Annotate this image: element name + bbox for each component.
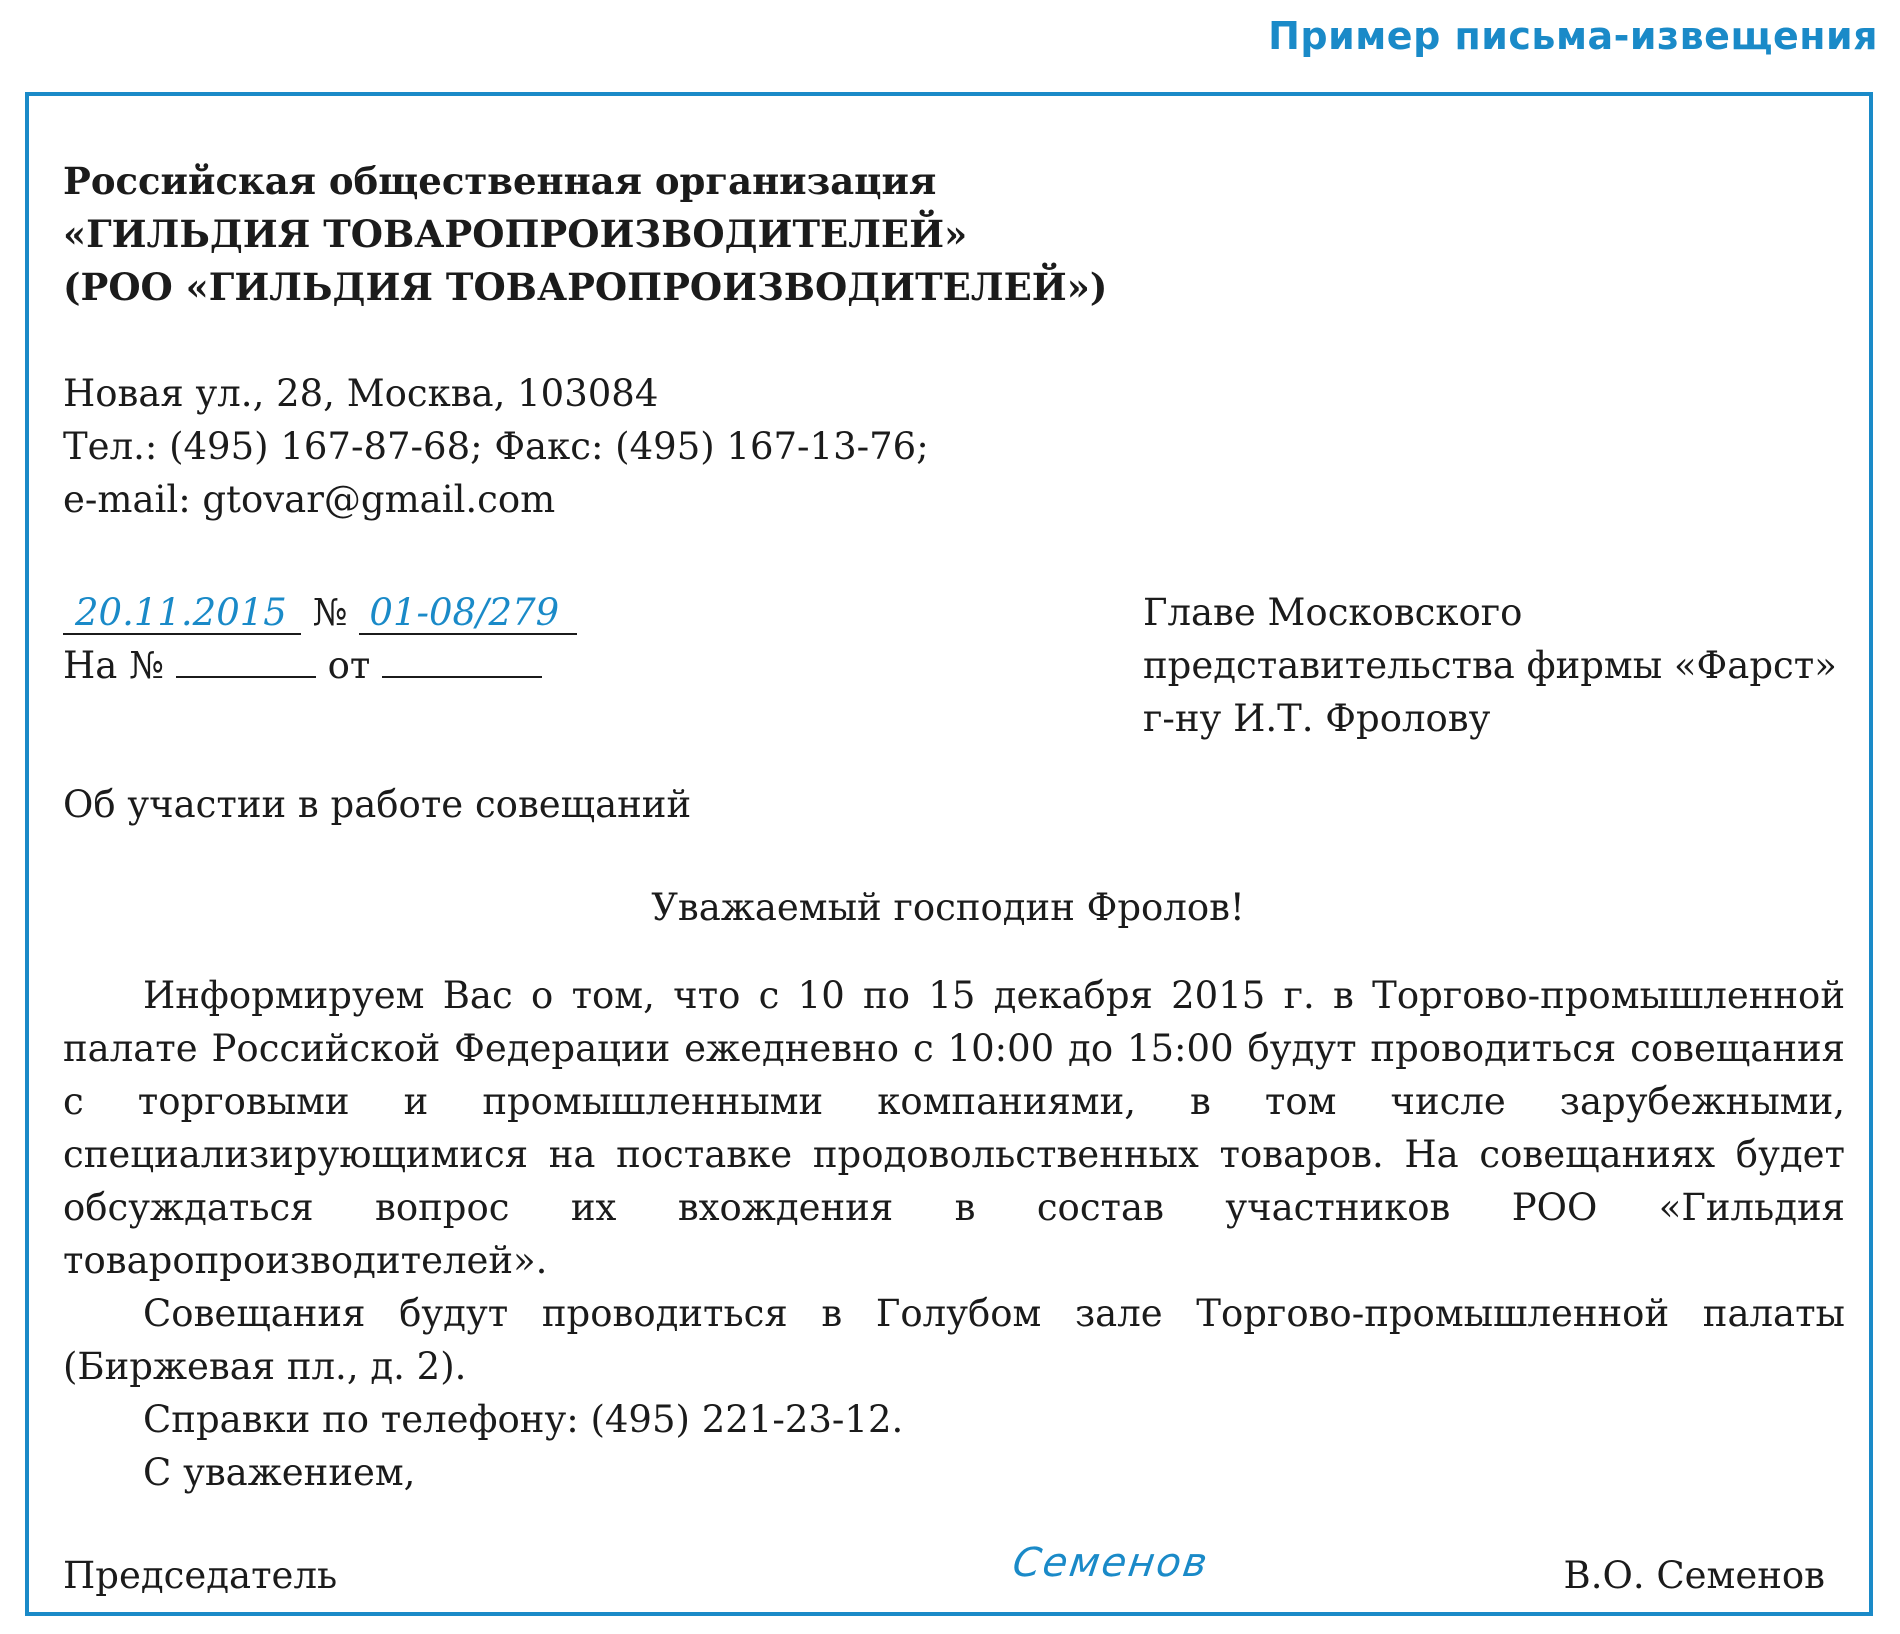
signer-name: В.О. Семенов (1563, 1554, 1825, 1597)
letter-date: 20.11.2015 (63, 593, 301, 635)
body-paragraph: Информируем Вас о том, что с 10 по 15 декабря 2015 г. в Торгово-промышленной палате Российской Федерации ежедневно с 10:00 до 15:00 будут проводиться совещания с торговыми и промышленными компаниями, в том числе зарубежными, специализирующимися на поставке продовольственных товаров. На совещаниях будет обсуждаться вопрос их вхождения в состав участников РОО «Гильдия товаропроизводителей». (63, 974, 1845, 1282)
signature-block (63, 1540, 1843, 1609)
greeting (63, 881, 1843, 934)
closing-phrase: С уважением, (143, 1451, 416, 1494)
registration-block (63, 586, 577, 692)
reply-reference-line (63, 639, 577, 692)
greeting-text: Уважаемый господин Фролов! (651, 886, 1245, 929)
phone-line: Тел.: (495) 167-87-68; Факс: (495) 167-13-76; (63, 425, 929, 468)
recipient-line: Главе Московского (1143, 591, 1523, 634)
handwritten-signature: Семенов (1009, 1540, 1212, 1586)
letter-number: 01-08/279 (359, 593, 577, 635)
reply-from: от (327, 644, 371, 687)
reply-number-blank (176, 640, 316, 678)
body-paragraph: Справки по телефону: (495) 221-23-12. (143, 1398, 904, 1441)
letter-subject: Об участии в работе совещаний (63, 783, 692, 826)
organization-address (63, 367, 1843, 526)
number-sign: № (312, 591, 348, 634)
email-line: e-mail: gtovar@gmail.com (63, 478, 556, 521)
org-name-line: (РОО «ГИЛЬДИЯ ТОВАРОПРОИЗВОДИТЕЛЕЙ») (63, 265, 1108, 309)
date-number-line (63, 586, 577, 639)
letter-content (63, 155, 1843, 1609)
reply-date-blank (382, 640, 542, 678)
letter-meta (63, 586, 1843, 746)
org-name-line: Российская общественная организация (63, 159, 937, 203)
body-paragraph: Совещания будут проводиться в Голубом зале Торгово-промышленной палаты (Биржевая пл., д. 2). (63, 1292, 1845, 1388)
letter-body (63, 969, 1845, 1499)
signer-title: Председатель (63, 1554, 338, 1597)
reply-prefix: На № (63, 644, 165, 687)
recipient-line: г-ну И.Т. Фролову (1143, 697, 1491, 740)
recipient-line: представительства фирмы «Фарст» (1143, 644, 1837, 687)
address-line: Новая ул., 28, Москва, 103084 (63, 372, 659, 415)
org-name-line: «ГИЛЬДИЯ ТОВАРОПРОИЗВОДИТЕЛЕЙ» (63, 212, 968, 256)
organization-header (63, 155, 1843, 314)
recipient-block (1143, 586, 1837, 745)
document-type-label: Пример письма-извещения (1268, 14, 1878, 58)
